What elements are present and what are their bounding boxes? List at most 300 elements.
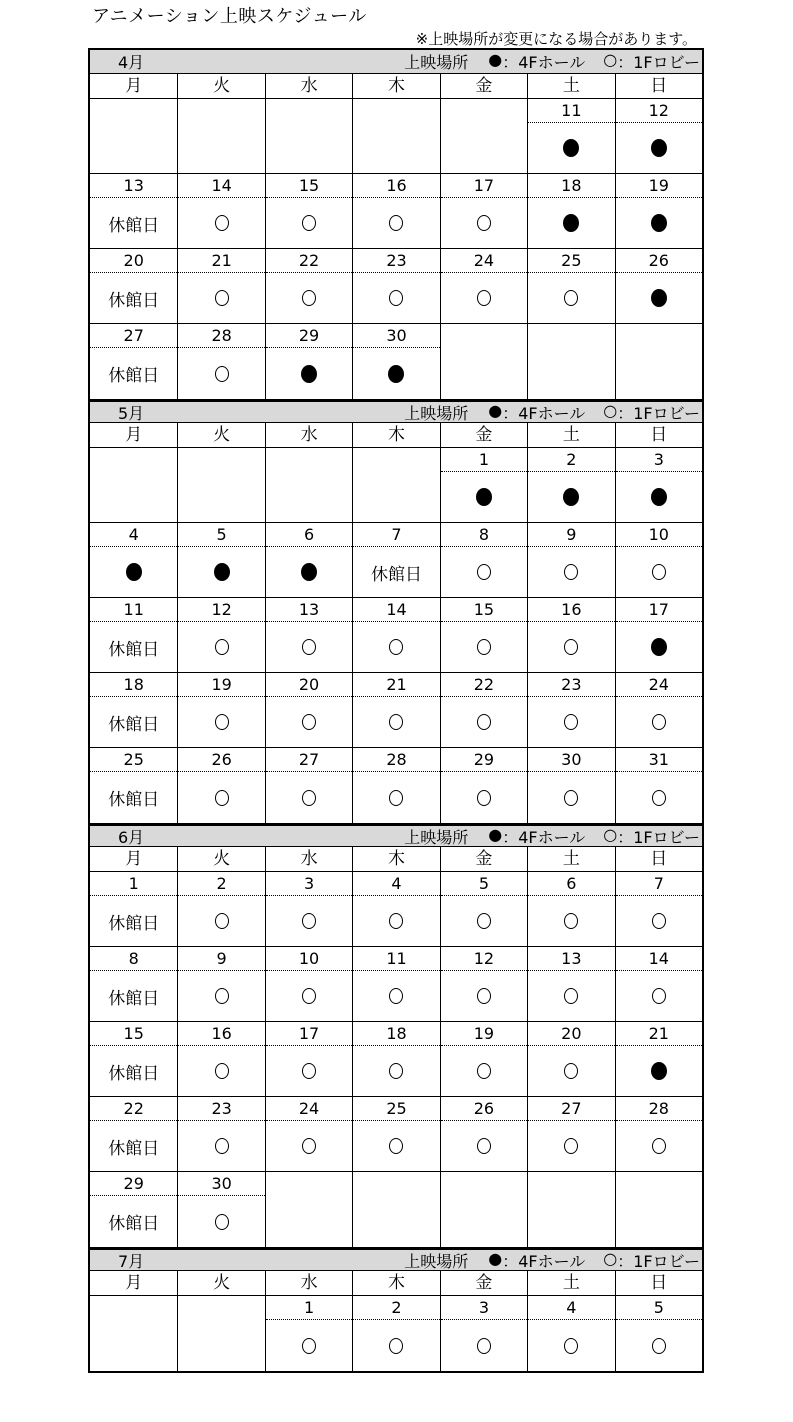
week-row <box>90 1172 702 1247</box>
legend-open-icon: ○ <box>603 1248 618 1268</box>
day-cell <box>177 598 264 672</box>
open-circle-icon <box>652 714 666 730</box>
venue-mark <box>616 622 702 672</box>
venue-mark <box>616 971 702 1021</box>
filled-circle-icon <box>651 139 667 157</box>
day-cell <box>265 1296 352 1371</box>
venue-mark <box>266 1046 352 1096</box>
date-number: 1 <box>441 448 527 472</box>
date-number: 14 <box>178 174 264 198</box>
venue-mark <box>353 971 439 1021</box>
weekday-label: 土 <box>527 423 614 447</box>
legend-filled-icon: ● <box>488 1248 503 1268</box>
venue-mark <box>441 971 527 1021</box>
venue-mark <box>178 198 264 248</box>
day-cell <box>352 174 439 248</box>
empty-day-cell <box>440 99 527 173</box>
filled-circle-icon <box>126 563 142 581</box>
filled-circle-icon <box>651 488 667 506</box>
day-cell <box>615 448 702 522</box>
date-number: 18 <box>90 673 177 697</box>
day-cell <box>527 1296 614 1371</box>
venue-mark <box>266 622 352 672</box>
open-circle-icon <box>302 714 316 730</box>
venue-mark <box>616 697 702 747</box>
date-number: 6 <box>266 523 352 547</box>
date-number: 21 <box>616 1022 702 1046</box>
open-circle-icon <box>302 290 316 306</box>
venue-mark <box>616 472 702 522</box>
legend-label: 上映場所 <box>404 1251 469 1271</box>
venue-mark <box>266 1121 352 1171</box>
empty-day-cell <box>265 99 352 173</box>
venue-mark <box>266 1320 352 1371</box>
open-circle-icon <box>389 913 403 929</box>
legend-filled-icon: ● <box>488 824 503 844</box>
empty-day-cell <box>615 1172 702 1247</box>
date-number: 30 <box>353 324 439 348</box>
date-number: 30 <box>178 1172 264 1196</box>
weekday-label: 金 <box>440 74 527 98</box>
day-cell <box>90 1022 177 1096</box>
venue-mark <box>528 622 614 672</box>
day-cell <box>527 1022 614 1096</box>
venue-mark <box>178 1046 264 1096</box>
weekday-label: 水 <box>265 74 352 98</box>
legend-open-icon: ○ <box>603 400 618 420</box>
open-circle-icon <box>215 790 229 806</box>
weekday-label: 水 <box>265 847 352 871</box>
day-cell <box>527 673 614 747</box>
week-row <box>90 174 702 249</box>
day-cell <box>440 748 527 823</box>
date-number: 24 <box>266 1097 352 1121</box>
open-circle-icon <box>302 639 316 655</box>
day-cell <box>615 748 702 823</box>
weekday-label: 土 <box>527 1271 614 1295</box>
closed-day-label: 休館日 <box>108 1138 160 1159</box>
legend-open-text: ：1Fロビー <box>617 403 700 423</box>
day-cell <box>615 947 702 1021</box>
date-number: 3 <box>441 1296 527 1320</box>
filled-circle-icon <box>214 563 230 581</box>
date-number: 2 <box>353 1296 439 1320</box>
day-cell <box>265 174 352 248</box>
open-circle-icon <box>564 913 578 929</box>
closed-day-label: 休館日 <box>108 1214 160 1234</box>
day-cell <box>440 448 527 522</box>
week-row <box>90 673 702 748</box>
date-number: 18 <box>528 174 614 198</box>
date-number: 30 <box>528 748 614 772</box>
day-cell <box>265 249 352 323</box>
venue-mark <box>353 1121 439 1171</box>
weekday-label: 日 <box>615 74 702 98</box>
date-number: 24 <box>441 249 527 273</box>
day-cell <box>352 748 439 823</box>
legend-filled-text: ：4Fホール <box>502 53 586 72</box>
day-cell <box>265 1097 352 1171</box>
open-circle-icon <box>389 290 403 306</box>
date-number: 11 <box>528 99 614 123</box>
legend-filled-icon: ● <box>488 400 503 420</box>
open-circle-icon <box>564 639 578 655</box>
venue-mark <box>528 273 614 323</box>
open-circle-icon <box>215 639 229 655</box>
open-circle-icon <box>652 913 666 929</box>
open-circle-icon <box>477 1138 491 1154</box>
week-row <box>90 324 702 399</box>
venue-mark <box>528 1320 614 1371</box>
venue-mark <box>178 1121 264 1171</box>
venue-mark <box>353 273 439 323</box>
date-number: 16 <box>353 174 439 198</box>
day-cell <box>440 174 527 248</box>
filled-circle-icon <box>476 488 492 506</box>
venue-mark <box>528 123 614 173</box>
day-cell <box>440 947 527 1021</box>
empty-day-cell <box>177 99 264 173</box>
date-number: 3 <box>266 872 352 896</box>
day-cell <box>527 99 614 173</box>
venue-mark <box>616 1320 702 1371</box>
venue-mark <box>353 198 439 248</box>
week-row <box>90 448 702 523</box>
legend-open-text: ：1Fロビー <box>617 827 700 847</box>
date-number: 10 <box>266 947 352 971</box>
open-circle-icon <box>652 790 666 806</box>
open-circle-icon <box>477 639 491 655</box>
empty-day-cell <box>90 99 177 173</box>
open-circle-icon <box>215 1138 229 1154</box>
date-number: 3 <box>616 448 702 472</box>
venue-mark <box>266 971 352 1021</box>
empty-day-cell <box>352 1172 439 1247</box>
open-circle-icon <box>215 913 229 929</box>
date-number: 12 <box>616 99 702 123</box>
venue-mark <box>266 348 352 399</box>
date-number: 29 <box>441 748 527 772</box>
filled-circle-icon <box>388 365 404 383</box>
day-cell <box>90 872 177 946</box>
day-cell <box>615 673 702 747</box>
day-cell <box>352 1296 439 1371</box>
week-row <box>90 249 702 324</box>
date-number: 2 <box>178 872 264 896</box>
date-number: 22 <box>90 1097 177 1121</box>
day-cell <box>352 1022 439 1096</box>
month-name: 5月 <box>118 403 145 423</box>
day-cell <box>265 324 352 399</box>
venue-mark <box>616 1046 702 1096</box>
venue-mark <box>178 547 264 597</box>
open-circle-icon <box>302 913 316 929</box>
venue-mark <box>178 697 264 747</box>
empty-day-cell <box>177 448 264 522</box>
venue-mark <box>528 896 614 946</box>
day-cell <box>177 748 264 823</box>
day-cell <box>440 1022 527 1096</box>
venue-mark <box>441 1320 527 1371</box>
day-cell <box>615 872 702 946</box>
day-cell <box>527 598 614 672</box>
empty-day-cell <box>265 1172 352 1247</box>
date-number: 12 <box>178 598 264 622</box>
date-number: 8 <box>441 523 527 547</box>
open-circle-icon <box>302 1138 316 1154</box>
week-row <box>90 598 702 673</box>
filled-circle-icon <box>563 488 579 506</box>
day-cell <box>177 1097 264 1171</box>
venue-mark <box>441 472 527 522</box>
day-cell <box>527 174 614 248</box>
open-circle-icon <box>302 790 316 806</box>
weekday-label: 火 <box>177 74 264 98</box>
venue-mark <box>90 547 177 597</box>
day-cell <box>615 249 702 323</box>
date-number: 31 <box>616 748 702 772</box>
open-circle-icon <box>477 988 491 1004</box>
date-number: 13 <box>528 947 614 971</box>
open-circle-icon <box>389 215 403 231</box>
open-circle-icon <box>302 215 316 231</box>
date-number: 18 <box>353 1022 439 1046</box>
month-header <box>90 823 702 847</box>
date-number: 19 <box>441 1022 527 1046</box>
open-circle-icon <box>477 913 491 929</box>
venue-mark <box>441 198 527 248</box>
legend-filled-text: ：4Fホール <box>502 1251 586 1271</box>
month-name: 7月 <box>118 1251 145 1271</box>
legend-open-icon: ○ <box>603 824 618 844</box>
closed-day-label: 休館日 <box>108 215 160 236</box>
date-number: 17 <box>616 598 702 622</box>
date-number: 20 <box>266 673 352 697</box>
day-cell <box>177 947 264 1021</box>
day-cell <box>90 324 177 399</box>
venue-mark <box>266 273 352 323</box>
week-row <box>90 99 702 174</box>
date-number: 19 <box>616 174 702 198</box>
day-cell <box>265 598 352 672</box>
week-row <box>90 1296 702 1371</box>
day-cell <box>90 748 177 823</box>
day-cell <box>615 1097 702 1171</box>
open-circle-icon <box>477 290 491 306</box>
empty-day-cell <box>90 1296 177 1371</box>
filled-circle-icon <box>301 563 317 581</box>
open-circle-icon <box>215 1214 229 1230</box>
week-row <box>90 523 702 598</box>
open-circle-icon <box>215 215 229 231</box>
open-circle-icon <box>564 290 578 306</box>
closed-day-label: 休館日 <box>108 714 160 735</box>
open-circle-icon <box>564 1138 578 1154</box>
venue-mark <box>441 896 527 946</box>
month-name: 4月 <box>118 53 145 72</box>
empty-day-cell <box>352 448 439 522</box>
empty-day-cell <box>527 1172 614 1247</box>
venue-mark <box>266 547 352 597</box>
date-number: 25 <box>90 748 177 772</box>
day-cell <box>90 598 177 672</box>
date-number: 11 <box>90 598 177 622</box>
open-circle-icon <box>302 988 316 1004</box>
date-number: 16 <box>528 598 614 622</box>
schedule-calendar <box>88 48 704 1373</box>
open-circle-icon <box>302 1063 316 1079</box>
date-number: 19 <box>178 673 264 697</box>
venue-mark <box>266 772 352 823</box>
date-number: 28 <box>353 748 439 772</box>
venue-mark <box>528 198 614 248</box>
venue-mark <box>616 896 702 946</box>
day-cell <box>527 872 614 946</box>
venue-mark <box>441 273 527 323</box>
venue-mark <box>178 896 264 946</box>
legend-filled-text: ：4Fホール <box>502 827 586 847</box>
weekday-label: 火 <box>177 423 264 447</box>
open-circle-icon <box>564 790 578 806</box>
date-number: 11 <box>353 947 439 971</box>
date-number: 7 <box>616 872 702 896</box>
date-number: 14 <box>616 947 702 971</box>
day-cell <box>265 673 352 747</box>
day-cell <box>527 448 614 522</box>
weekday-label: 木 <box>352 1271 439 1295</box>
venue-mark <box>616 772 702 823</box>
day-cell <box>265 872 352 946</box>
day-cell <box>265 1022 352 1096</box>
weekday-label: 日 <box>615 847 702 871</box>
week-row <box>90 947 702 1022</box>
venue-mark <box>178 772 264 823</box>
day-cell <box>615 1022 702 1096</box>
venue-mark <box>441 772 527 823</box>
weekday-label: 日 <box>615 1271 702 1295</box>
closed-day-label: 休館日 <box>108 639 160 660</box>
venue-mark <box>616 198 702 248</box>
legend-label: 上映場所 <box>404 53 469 72</box>
date-number: 1 <box>266 1296 352 1320</box>
venue-mark <box>528 697 614 747</box>
day-cell <box>177 523 264 597</box>
venue-mark <box>353 772 439 823</box>
filled-circle-icon <box>301 365 317 383</box>
legend-open-icon: ○ <box>603 50 618 69</box>
date-number: 8 <box>90 947 177 971</box>
venue-mark <box>178 622 264 672</box>
weekday-label: 月 <box>125 1273 143 1293</box>
day-cell <box>352 872 439 946</box>
empty-day-cell <box>440 324 527 399</box>
weekday-label: 木 <box>352 847 439 871</box>
venue-mark <box>353 622 439 672</box>
day-cell <box>177 1022 264 1096</box>
date-number: 26 <box>441 1097 527 1121</box>
day-cell <box>90 249 177 323</box>
week-row <box>90 1022 702 1097</box>
open-circle-icon <box>652 1138 666 1154</box>
open-circle-icon <box>215 714 229 730</box>
filled-circle-icon <box>651 1062 667 1080</box>
empty-day-cell <box>177 1296 264 1371</box>
day-cell <box>527 1097 614 1171</box>
venue-mark <box>178 348 264 399</box>
weekday-label: 水 <box>265 1271 352 1295</box>
venue-mark <box>528 472 614 522</box>
open-circle-icon <box>652 564 666 580</box>
date-number: 17 <box>266 1022 352 1046</box>
date-number: 5 <box>441 872 527 896</box>
venue-mark <box>528 1046 614 1096</box>
open-circle-icon <box>215 290 229 306</box>
date-number: 28 <box>616 1097 702 1121</box>
day-cell <box>440 673 527 747</box>
day-cell <box>527 748 614 823</box>
day-cell <box>440 1097 527 1171</box>
open-circle-icon <box>389 1338 403 1354</box>
day-cell <box>177 174 264 248</box>
open-circle-icon <box>652 1338 666 1354</box>
date-number: 15 <box>266 174 352 198</box>
open-circle-icon <box>477 215 491 231</box>
empty-day-cell <box>352 99 439 173</box>
weekday-header-row <box>90 847 702 872</box>
day-cell <box>177 872 264 946</box>
empty-day-cell <box>527 324 614 399</box>
day-cell <box>265 947 352 1021</box>
open-circle-icon <box>477 1338 491 1354</box>
legend-filled-icon: ● <box>488 50 503 69</box>
open-circle-icon <box>564 564 578 580</box>
closed-day-label: 休館日 <box>108 290 160 311</box>
week-row <box>90 872 702 947</box>
closed-day-label: 休館日 <box>108 1063 160 1084</box>
date-number: 13 <box>90 174 177 198</box>
day-cell <box>90 947 177 1021</box>
month-name: 6月 <box>118 827 145 847</box>
date-number: 20 <box>528 1022 614 1046</box>
day-cell <box>352 1097 439 1171</box>
weekday-label: 月 <box>125 425 143 445</box>
date-number: 27 <box>528 1097 614 1121</box>
day-cell <box>177 324 264 399</box>
closed-day-label: 休館日 <box>108 366 160 386</box>
empty-day-cell <box>615 324 702 399</box>
date-number: 28 <box>178 324 264 348</box>
open-circle-icon <box>564 1063 578 1079</box>
open-circle-icon <box>389 790 403 806</box>
date-number: 24 <box>616 673 702 697</box>
open-circle-icon <box>389 714 403 730</box>
day-cell <box>440 523 527 597</box>
open-circle-icon <box>477 564 491 580</box>
open-circle-icon <box>564 988 578 1004</box>
date-number: 2 <box>528 448 614 472</box>
open-circle-icon <box>389 988 403 1004</box>
date-number: 25 <box>353 1097 439 1121</box>
month-block <box>90 823 702 1247</box>
date-number: 14 <box>353 598 439 622</box>
day-cell <box>615 598 702 672</box>
closed-day-label: 休館日 <box>108 988 160 1009</box>
venue-legend <box>404 1249 700 1272</box>
weekday-label: 土 <box>527 847 614 871</box>
open-circle-icon <box>477 790 491 806</box>
venue-mark <box>528 971 614 1021</box>
date-number: 5 <box>616 1296 702 1320</box>
